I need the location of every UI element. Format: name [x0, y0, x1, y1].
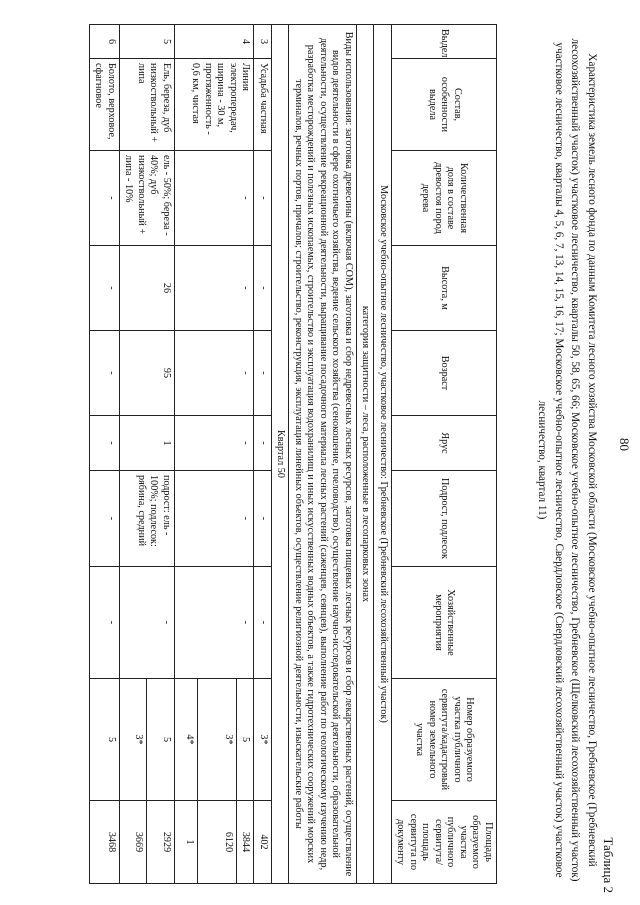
usage-cell: Виды использования: заготовка древесины (включая СОМ), заготовка и сбор недревесных лесных ресурсов, заготовка пищевых лесных ресурсов и сбор лекарственных растений, осуществление видов деятельности в сфере охотничьего хозяйства, ведение сельского хозяйства (сенокошение, пчеловодство), осуществление научно-исследовательской деятельности, образовательной деятельности, осуществление рекреационной деятельности, выращивание посадочного материала лесных растений (саженцев, сеянцев), выполнение работ по геологическому изучению недр, разработка месторождений и полезных ископаемых, строительство и эксплуатация водохранилищ и иных искусственных водных объектов, а также гидротехнических сооружений морских терминалов, речных портов, причалов; строительство, реконструкция, эксплуатация линейных объектов, осуществление религиозной деятельности, изыскательские работы [289, 25, 357, 884]
header-meropriyatiya: Хозяйственные мероприятия [392, 567, 497, 679]
cell-meropriyatiya: - [254, 567, 272, 679]
cell-podrost: - [175, 471, 255, 567]
quarter-cell: Квартал 50 [272, 25, 290, 884]
cell-sostav: Болото, верховое, сфагновое [90, 59, 120, 151]
quarter-row [272, 25, 290, 884]
cell-nomer: 4* [175, 679, 198, 801]
cell-vozrast: - [254, 331, 272, 416]
header-dolya: Количественная доля в составе древостоя пород дерева [392, 151, 497, 246]
cell-ploshad: 3669 [120, 801, 148, 884]
cell-podrost: - [254, 471, 272, 567]
category-row [357, 25, 375, 884]
cell-dolya: ель - 50%; береза - 40%; дуб низкоствольный + липа - 10% [120, 151, 175, 246]
cell-nomer: 3* [120, 679, 148, 801]
cell-vysota: - [175, 246, 255, 331]
category-cell: категория защитности – леса, расположенные в лесопарковых зонах [357, 25, 375, 884]
header-vozrast: Возраст [392, 331, 497, 416]
cell-yarus: - [175, 416, 255, 471]
cell-podrost: - [90, 471, 120, 567]
cell-meropriyatiya: - [175, 567, 255, 679]
cell-vozrast: 95 [120, 331, 175, 416]
cell-vydel: 6 [90, 25, 120, 59]
cell-nomer: 5 [237, 679, 255, 801]
cell-nomer: 5 [90, 679, 120, 801]
cell-nomer: 3* [198, 679, 237, 801]
cell-sostav: Усадьба частная [254, 59, 272, 151]
cell-nomer: 5 [147, 679, 175, 801]
cell-vysota: - [254, 246, 272, 331]
cell-vysota: 26 [120, 246, 175, 331]
page-number: 80 [617, 438, 632, 451]
cell-ploshad: 6120 [198, 801, 237, 884]
cell-sostav: Линия электропередач, ширина - 30 м, протяженность - 0,6 км, чистая [175, 59, 255, 151]
cell-nomer: 3* [254, 679, 272, 801]
cell-ploshad: 1 [175, 801, 198, 884]
header-vydel: Выдел [392, 25, 497, 59]
header-podrost: Подрост, подлесок [392, 471, 497, 567]
cell-ploshad: 2929 [147, 801, 175, 884]
header-sostav: Состав, особенности выдела [392, 59, 497, 151]
cell-vydel: 4 [175, 25, 255, 59]
forest-land-table [89, 24, 497, 884]
cell-ploshad: 3844 [237, 801, 255, 884]
cell-sostav: Ель, береза, дуб низкоствольный + липа [120, 59, 175, 151]
table-row [147, 25, 175, 884]
cell-yarus: - [254, 416, 272, 471]
cell-dolya: - [175, 151, 255, 246]
cell-vozrast: - [175, 331, 255, 416]
cell-vydel: 3 [254, 25, 272, 59]
header-nomer-uchastka: Номер образуемого участка публичного сервитута/кадастровый номер земельного участка [392, 679, 497, 801]
table-row [237, 25, 255, 884]
header-ploshad: Площадь образуемого участка публичного сервитута/площадь сервитута по документу [392, 801, 497, 884]
table-caption: Характеристика земель лесного фонда по данным Комитета лесного хозяйства Московской области (Московское учебно-опытное лесничество, Гребневское (Гребневский лесохозяйственный участок) участковое лесничество, кварталы 50, 58, 65, 66; Московское учебно-опытное лесничество, Гребневское (Щелковский лесохозяйственный участок) участковое лесничество, кварталы 4, 5, 6, 7, 13, 14, 15, 16, 17; Московское учебно-опытное лесничество, Свердловское (Свердловский лесохозяйственный участок) участковое лесничество, квартал 11) [536, 38, 598, 882]
cell-ploshad: 3468 [90, 801, 120, 884]
cell-vozrast: - [90, 331, 120, 416]
cell-vydel: 5 [120, 25, 175, 59]
table-row [254, 25, 272, 884]
cell-vysota: - [90, 246, 120, 331]
table-label: Таблица 2 [601, 837, 616, 893]
forestry-cell: Московское учебно-опытное лесничество, участковое лесничество: Гребневское (Гребневский лесохозяйственный участок) [374, 25, 392, 884]
cell-dolya: - [90, 151, 120, 246]
cell-yarus: - [90, 416, 120, 471]
cell-podrost: подрост: ель - 100%; подлесок: рябина, средний [120, 471, 175, 567]
cell-meropriyatiya: - [120, 567, 175, 679]
cell-ploshad: 402 [254, 801, 272, 884]
header-vysota: Высота, м [392, 246, 497, 331]
cell-meropriyatiya: - [90, 567, 120, 679]
table-row [90, 25, 120, 884]
table-header-row [392, 25, 497, 884]
cell-yarus: 1 [120, 416, 175, 471]
usage-row [289, 25, 357, 884]
forestry-row [374, 25, 392, 884]
header-yarus: Ярус [392, 416, 497, 471]
cell-dolya: - [254, 151, 272, 246]
